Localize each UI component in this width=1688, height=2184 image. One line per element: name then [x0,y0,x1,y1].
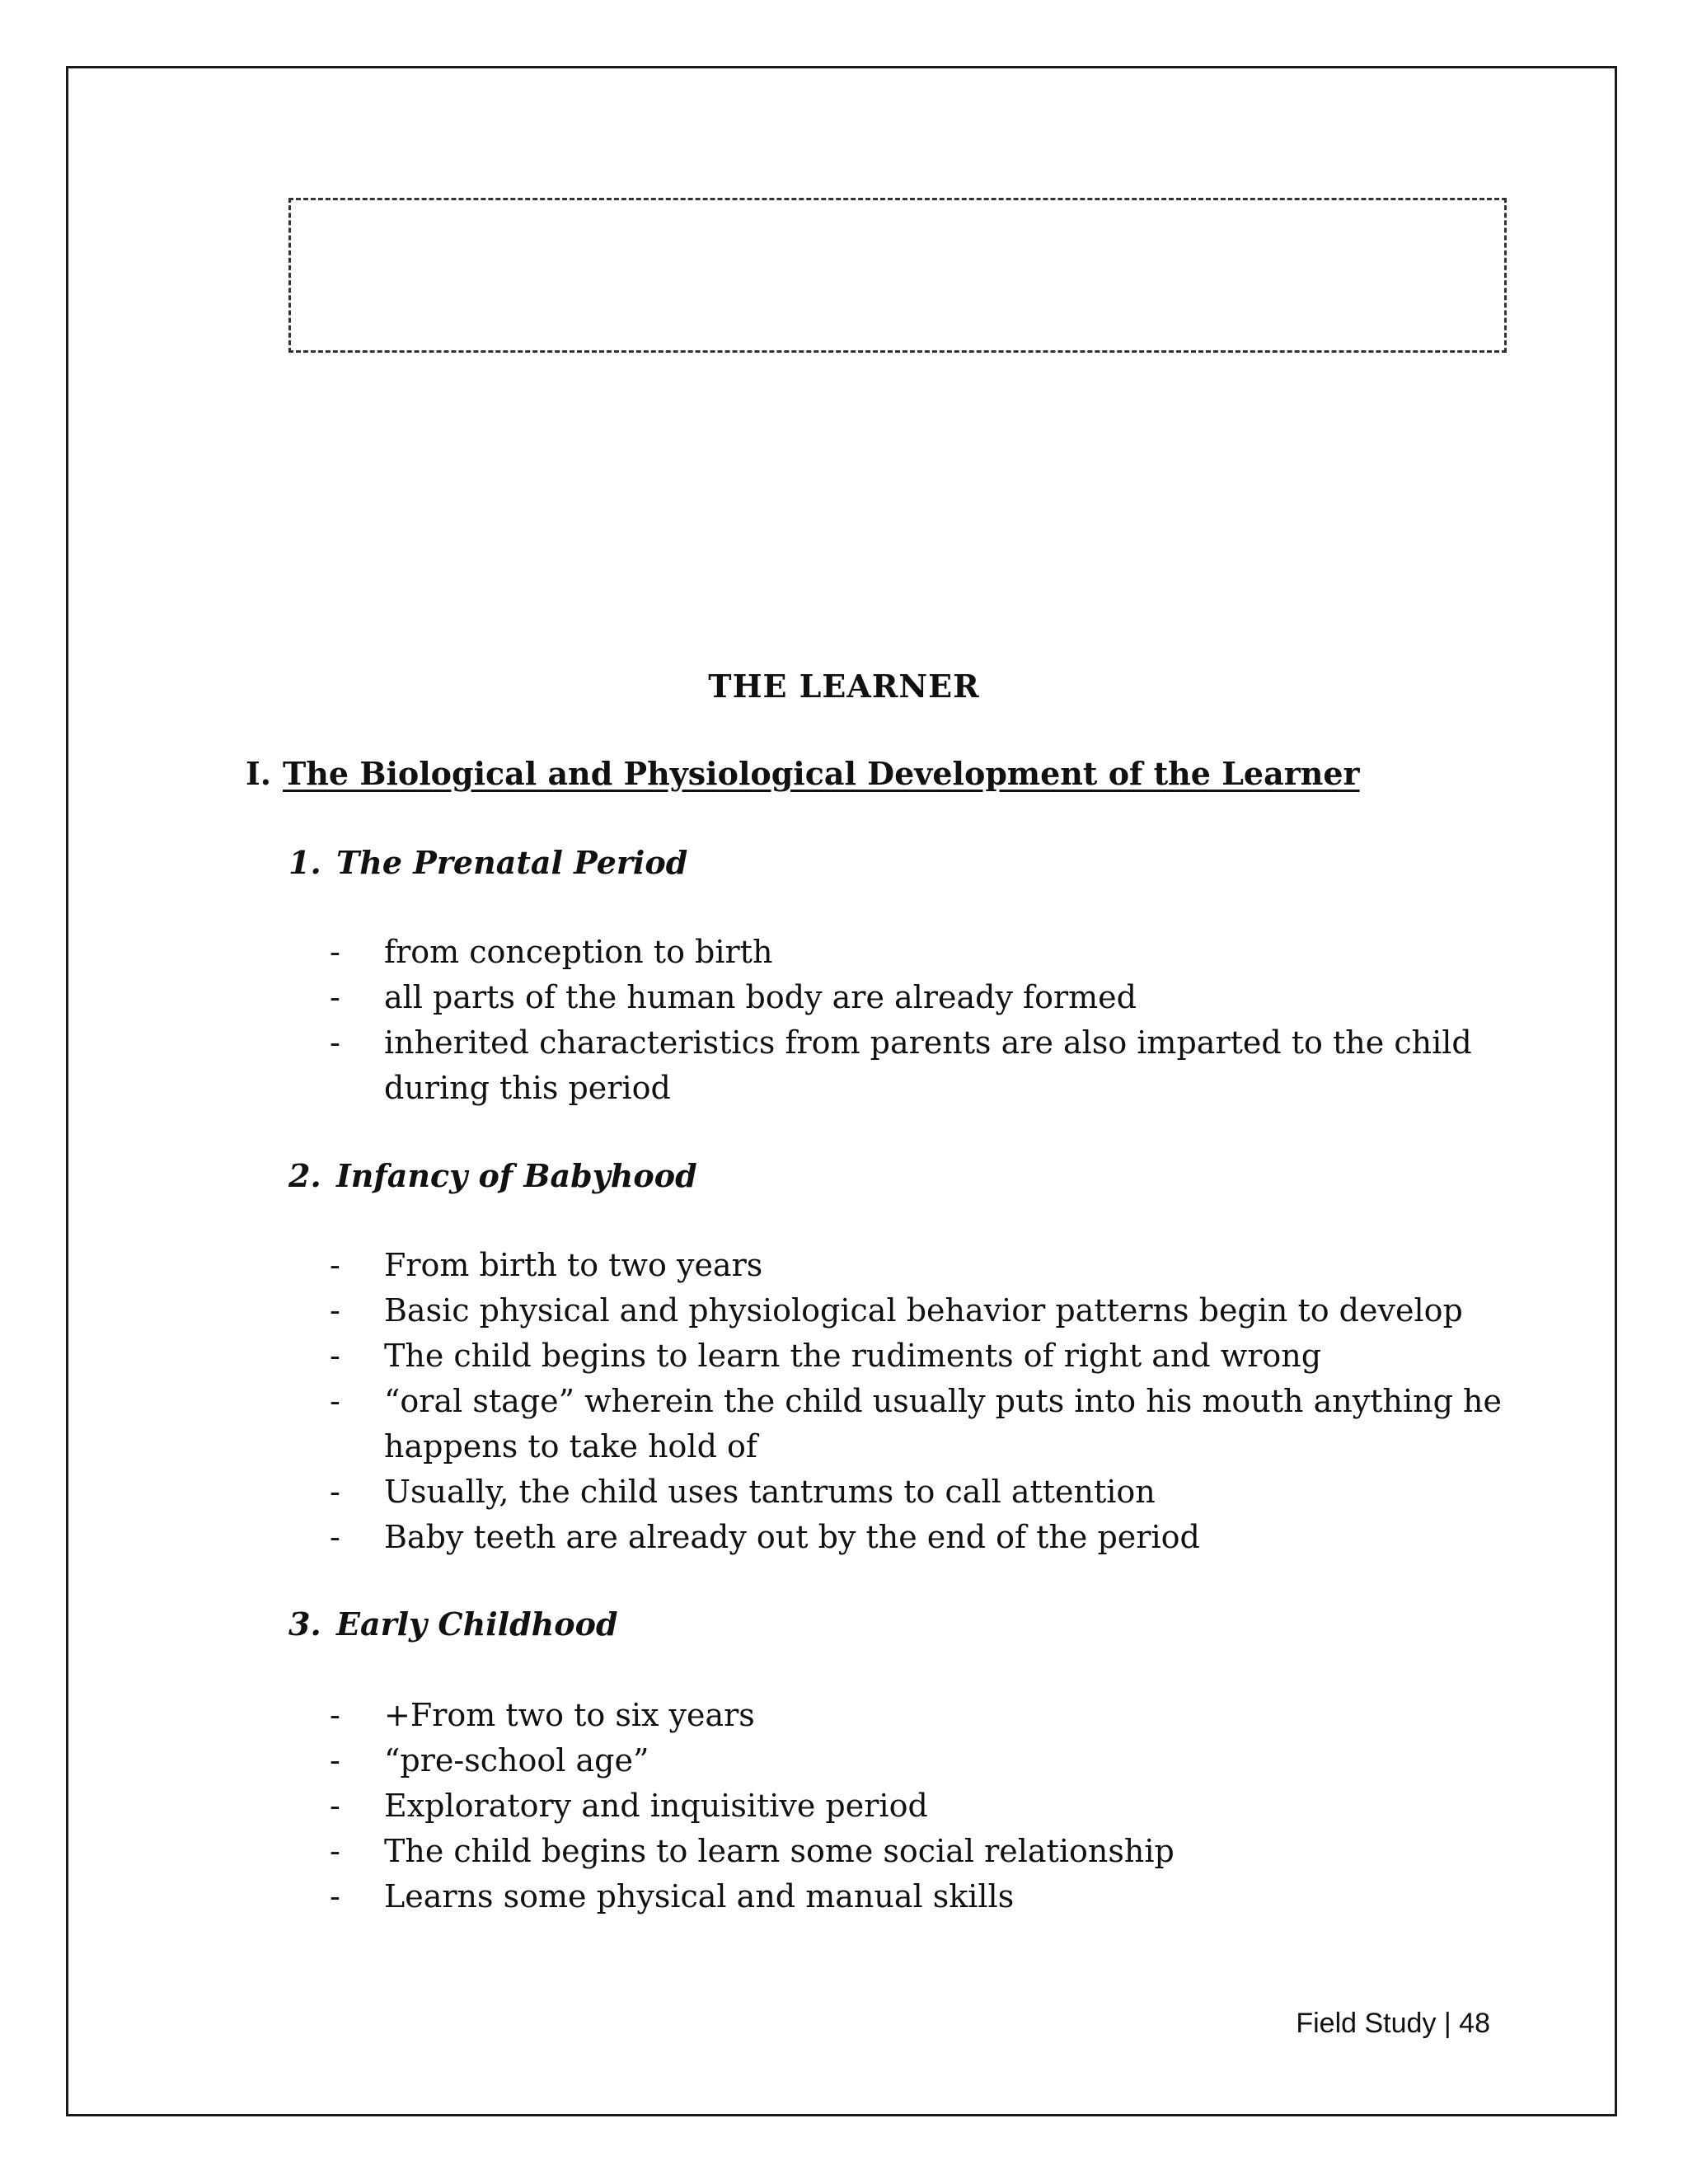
empty-dashed-box [288,198,1507,353]
subsection-number: 2. [288,1157,321,1194]
list-item-text: “oral stage” wherein the child usually puts into his mouth anything he happens to take hold of [384,1383,1502,1465]
bullet-list-early-childhood [330,1693,1508,1919]
bullet-dash: - [330,1292,340,1329]
list-item [330,1829,1508,1874]
section-heading-text: The Biological and Physiological Development of the Learner [283,755,1360,792]
list-item-text: Learns some physical and manual skills [384,1878,1015,1915]
list-item-text: all parts of the human body are already formed [384,979,1137,1015]
list-item-text: Exploratory and inquisitive period [384,1788,928,1824]
list-item-text: From birth to two years [384,1247,763,1283]
document-title: THE LEARNER [708,668,980,705]
bullet-list-infancy [330,1243,1508,1560]
bullet-dash: - [330,1024,340,1061]
bullet-list-prenatal [330,930,1508,1111]
bullet-dash: - [330,934,340,970]
list-item [330,1469,1508,1515]
list-item-text: The child begins to learn the rudiments of right and wrong [384,1338,1322,1374]
list-item-text: +From two to six years [384,1697,755,1733]
list-item [330,975,1508,1020]
section-number: I. [246,755,272,792]
list-item [330,1288,1508,1333]
list-item [330,1515,1508,1560]
bullet-dash: - [330,1383,340,1419]
list-item-text: Baby teeth are already out by the end of the period [384,1519,1200,1555]
list-item [330,930,1508,975]
list-item-text: Usually, the child uses tantrums to call attention [384,1474,1156,1510]
section-heading [246,755,1360,792]
bullet-dash: - [330,1878,340,1915]
subsection-heading-infancy [288,1157,697,1194]
list-item-text: Basic physical and physiological behavior patterns begin to develop [384,1292,1463,1329]
bullet-dash: - [330,1338,340,1374]
list-item-text: “pre-school age” [384,1742,649,1779]
bullet-dash: - [330,1697,340,1733]
list-item-text: from conception to birth [384,934,773,970]
subsection-heading-prenatal [288,844,687,881]
subsection-title: Early Childhood [336,1605,618,1643]
list-item [330,1379,1508,1469]
list-item [330,1243,1508,1288]
list-item [330,1333,1508,1379]
bullet-dash: - [330,1742,340,1779]
page-footer: Field Study | 48 [1296,2008,1490,2039]
list-item-text: inherited characteristics from parents are also imparted to the child during this period [384,1024,1472,1106]
bullet-dash: - [330,1833,340,1869]
subsection-number: 1. [288,844,321,881]
list-item [330,1693,1508,1738]
list-item-text: The child begins to learn some social relationship [384,1833,1175,1869]
bullet-dash: - [330,979,340,1015]
bullet-dash: - [330,1788,340,1824]
bullet-dash: - [330,1474,340,1510]
bullet-dash: - [330,1247,340,1283]
list-item [330,1783,1508,1829]
list-item [330,1738,1508,1783]
bullet-dash: - [330,1519,340,1555]
list-item [330,1874,1508,1919]
subsection-heading-early-childhood [288,1605,618,1643]
list-item [330,1020,1508,1111]
subsection-title: The Prenatal Period [336,844,688,881]
subsection-number: 3. [288,1605,321,1643]
subsection-title: Infancy of Babyhood [336,1157,697,1194]
